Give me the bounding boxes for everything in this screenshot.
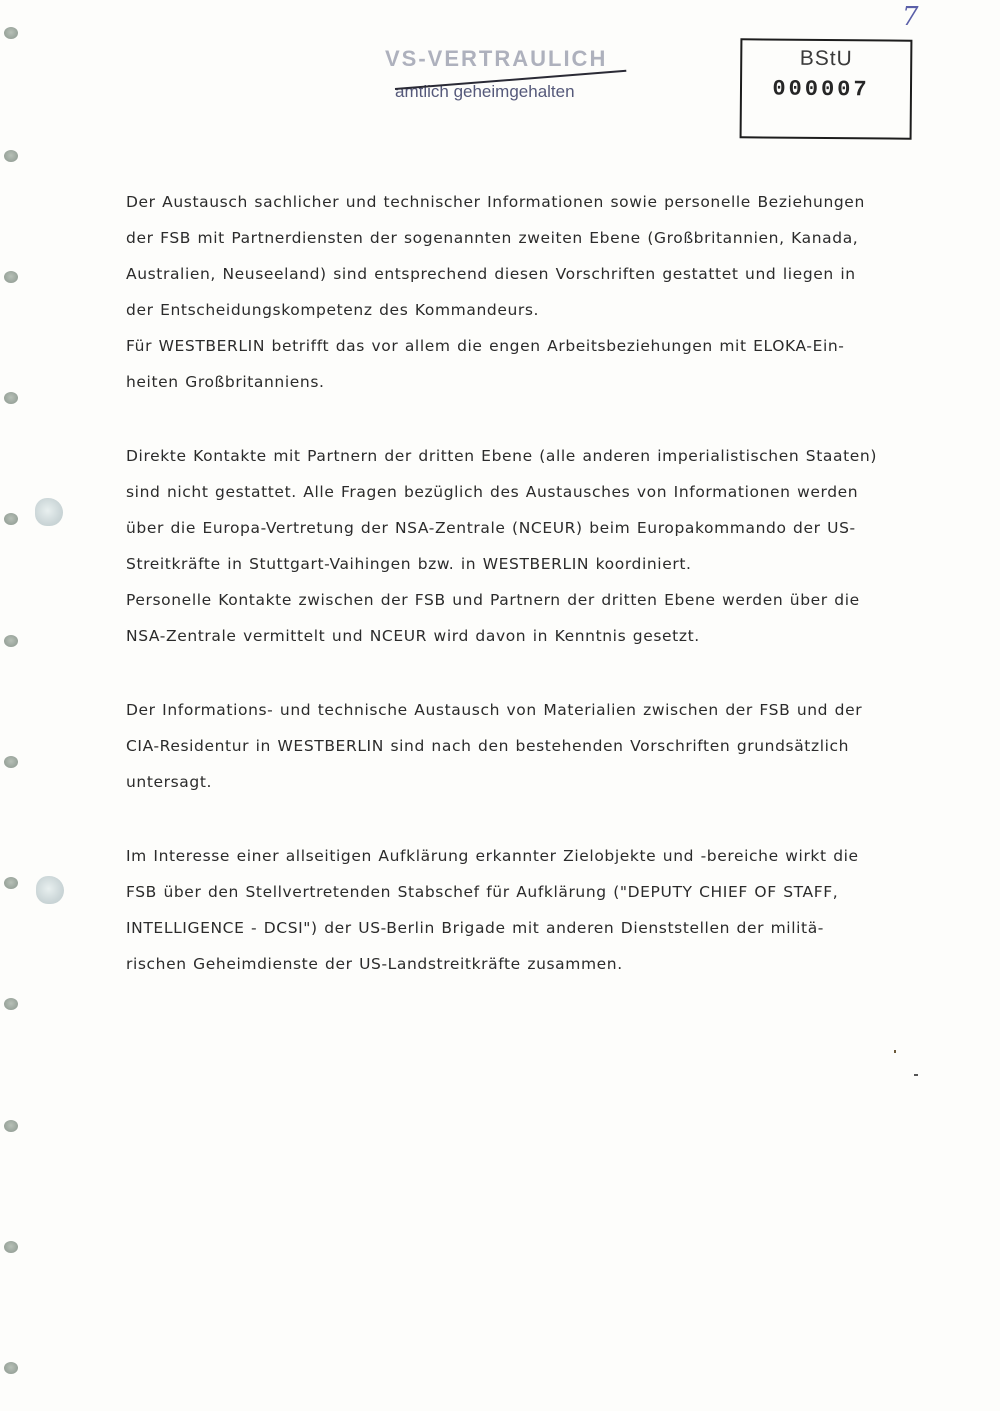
punch-hole [4, 271, 18, 283]
punch-hole [4, 756, 18, 768]
text-line: Der Informations- und technische Austausch von Materialien zwischen der FSB und der [126, 701, 863, 719]
paper-speck [894, 1050, 896, 1053]
punch-hole [4, 513, 18, 525]
paragraph [126, 844, 916, 988]
classification-text: amtlich geheimgehalten [395, 82, 575, 101]
text-line: heiten Großbritanniens. [126, 373, 325, 391]
text-line: Australien, Neuseeland) sind entsprechend diesen Vorschriften gestattet und liegen in [126, 265, 856, 283]
punch-hole [4, 1362, 18, 1374]
text-line: über die Europa-Vertretung der NSA-Zentrale (NCEUR) beim Europakommando der US- [126, 519, 856, 537]
tape-residue [36, 876, 64, 904]
punch-hole [4, 1241, 18, 1253]
punch-hole [4, 150, 18, 162]
punch-hole [4, 877, 18, 889]
paragraph-gap [126, 406, 916, 444]
paper-speck [914, 1074, 918, 1076]
text-line: Personelle Kontakte zwischen der FSB und Partnern der dritten Ebene werden über die [126, 591, 860, 609]
paragraph [126, 190, 916, 406]
text-line: INTELLIGENCE - DCSI") der US-Berlin Brigade mit anderen Dienststellen der militä- [126, 919, 824, 937]
punch-hole [4, 392, 18, 404]
classification-stamp [385, 40, 625, 110]
crossed-out-classification: VS-VERTRAULICH [385, 46, 608, 71]
text-line: rischen Geheimdienste der US-Landstreitkräfte zusammen. [126, 955, 623, 973]
tape-residue [35, 498, 63, 526]
archive-number: 000007 [772, 76, 870, 103]
text-line: CIA-Residentur in WESTBERLIN sind nach den bestehenden Vorschriften grundsätzlich [126, 737, 850, 755]
text-line: der FSB mit Partnerdiensten der sogenannten zweiten Ebene (Großbritannien, Kanada, [126, 229, 859, 247]
text-line: Der Austausch sachlicher und technischer Informationen sowie personelle Beziehungen [126, 193, 865, 211]
text-line: Für WESTBERLIN betrifft das vor allem die engen Arbeitsbeziehungen mit ELOKA-Ein- [126, 337, 845, 355]
paragraph [126, 444, 916, 660]
text-line: sind nicht gestattet. Alle Fragen bezüglich des Austausches von Informationen werden [126, 483, 859, 501]
paragraph-gap [126, 660, 916, 698]
handwritten-page-number: 7 [902, 2, 919, 32]
document-body [126, 190, 916, 988]
archive-label: BStU [799, 46, 853, 71]
text-line: untersagt. [126, 773, 213, 791]
paragraph [126, 698, 916, 806]
text-line: NSA-Zentrale vermittelt und NCEUR wird davon in Kenntnis gesetzt. [126, 627, 700, 645]
text-line: Streitkräfte in Stuttgart-Vaihingen bzw. in WESTBERLIN koordiniert. [126, 555, 692, 573]
text-line: der Entscheidungskompetenz des Kommandeurs. [126, 301, 540, 319]
punch-hole [4, 27, 18, 39]
punch-hole [4, 1120, 18, 1132]
text-line: Direkte Kontakte mit Partnern der dritten Ebene (alle anderen imperialistischen Staaten) [126, 447, 877, 465]
punch-hole [4, 635, 18, 647]
archive-stamp [740, 38, 913, 139]
text-line: FSB über den Stellvertretenden Stabschef für Aufklärung ("DEPUTY CHIEF OF STAFF, [126, 883, 839, 901]
punch-hole [4, 998, 18, 1010]
paragraph-gap [126, 806, 916, 844]
text-line: Im Interesse einer allseitigen Aufklärung erkannter Zielobjekte und -bereiche wirkt die [126, 847, 859, 865]
